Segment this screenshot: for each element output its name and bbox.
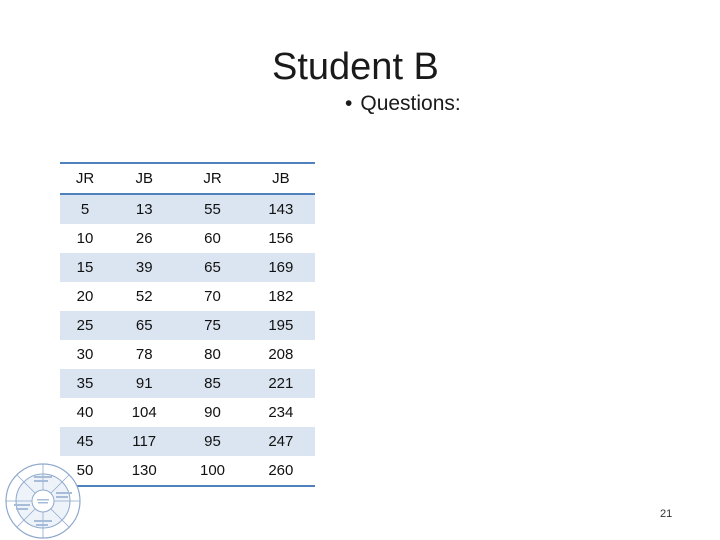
table-cell: 130 [110, 456, 178, 486]
page-number: 21 [660, 508, 673, 520]
table-cell: 35 [60, 369, 110, 398]
table-cell: 40 [76, 404, 94, 421]
table-row [60, 282, 315, 311]
table-row [60, 224, 315, 253]
table-cell: 25 [60, 311, 110, 340]
table-cell: 91 [110, 369, 178, 398]
table-cell: 65 [178, 253, 246, 282]
table-cell: 143 [247, 194, 315, 224]
table-cell: 70 [204, 288, 221, 305]
table-cell: 26 [135, 230, 153, 247]
table-cell: 30 [76, 346, 94, 363]
table-cell: 100 [178, 456, 246, 486]
table-cell: 182 [268, 288, 294, 305]
table-cell: 13 [110, 194, 178, 224]
table-cell: 20 [76, 288, 94, 305]
table-cell: 221 [247, 369, 315, 398]
table-cell: 78 [135, 346, 153, 363]
table-header-cell: JB [247, 163, 315, 194]
bullet-icon: • [345, 92, 353, 115]
table-cell: 260 [247, 456, 315, 486]
table-header-row [60, 163, 315, 194]
table-row [60, 427, 315, 456]
table-cell: 65 [110, 311, 178, 340]
table-row [60, 194, 315, 224]
bullet-item [345, 90, 461, 118]
data-table [60, 162, 315, 487]
table-cell: 50 [60, 456, 110, 486]
table-cell: 39 [110, 253, 178, 282]
table-header-cell: JR [178, 163, 246, 194]
table-cell: 117 [110, 427, 178, 456]
table-cell: 55 [178, 194, 246, 224]
table-cell: 85 [178, 369, 246, 398]
table-row [60, 398, 315, 427]
table-cell: 52 [135, 288, 153, 305]
table-cell: 169 [247, 253, 315, 282]
table-cell: 45 [60, 427, 110, 456]
table-cell: 104 [131, 404, 157, 421]
table-row [60, 369, 315, 398]
slide-title: Student B [272, 46, 439, 88]
table-header-cell: JR [60, 163, 110, 194]
table-row [60, 311, 315, 340]
table-cell: 75 [178, 311, 246, 340]
table-cell: 208 [268, 346, 294, 363]
table-cell: 5 [60, 194, 110, 224]
table-cell: 90 [204, 404, 221, 421]
table-cell: 60 [204, 230, 221, 247]
wheel-diagram-icon [4, 462, 82, 540]
table-cell: 195 [247, 311, 315, 340]
table-cell: 234 [268, 404, 294, 421]
bullet-text: Questions: [360, 92, 461, 115]
table-row [60, 340, 315, 369]
table-cell: 80 [204, 346, 221, 363]
table-cell: 156 [268, 230, 294, 247]
table-cell: 10 [76, 230, 94, 247]
table-row [60, 253, 315, 282]
table-cell: 247 [247, 427, 315, 456]
table-cell: 95 [178, 427, 246, 456]
table-cell: 15 [60, 253, 110, 282]
table-header-cell: JB [110, 163, 178, 194]
table-row [60, 456, 315, 486]
